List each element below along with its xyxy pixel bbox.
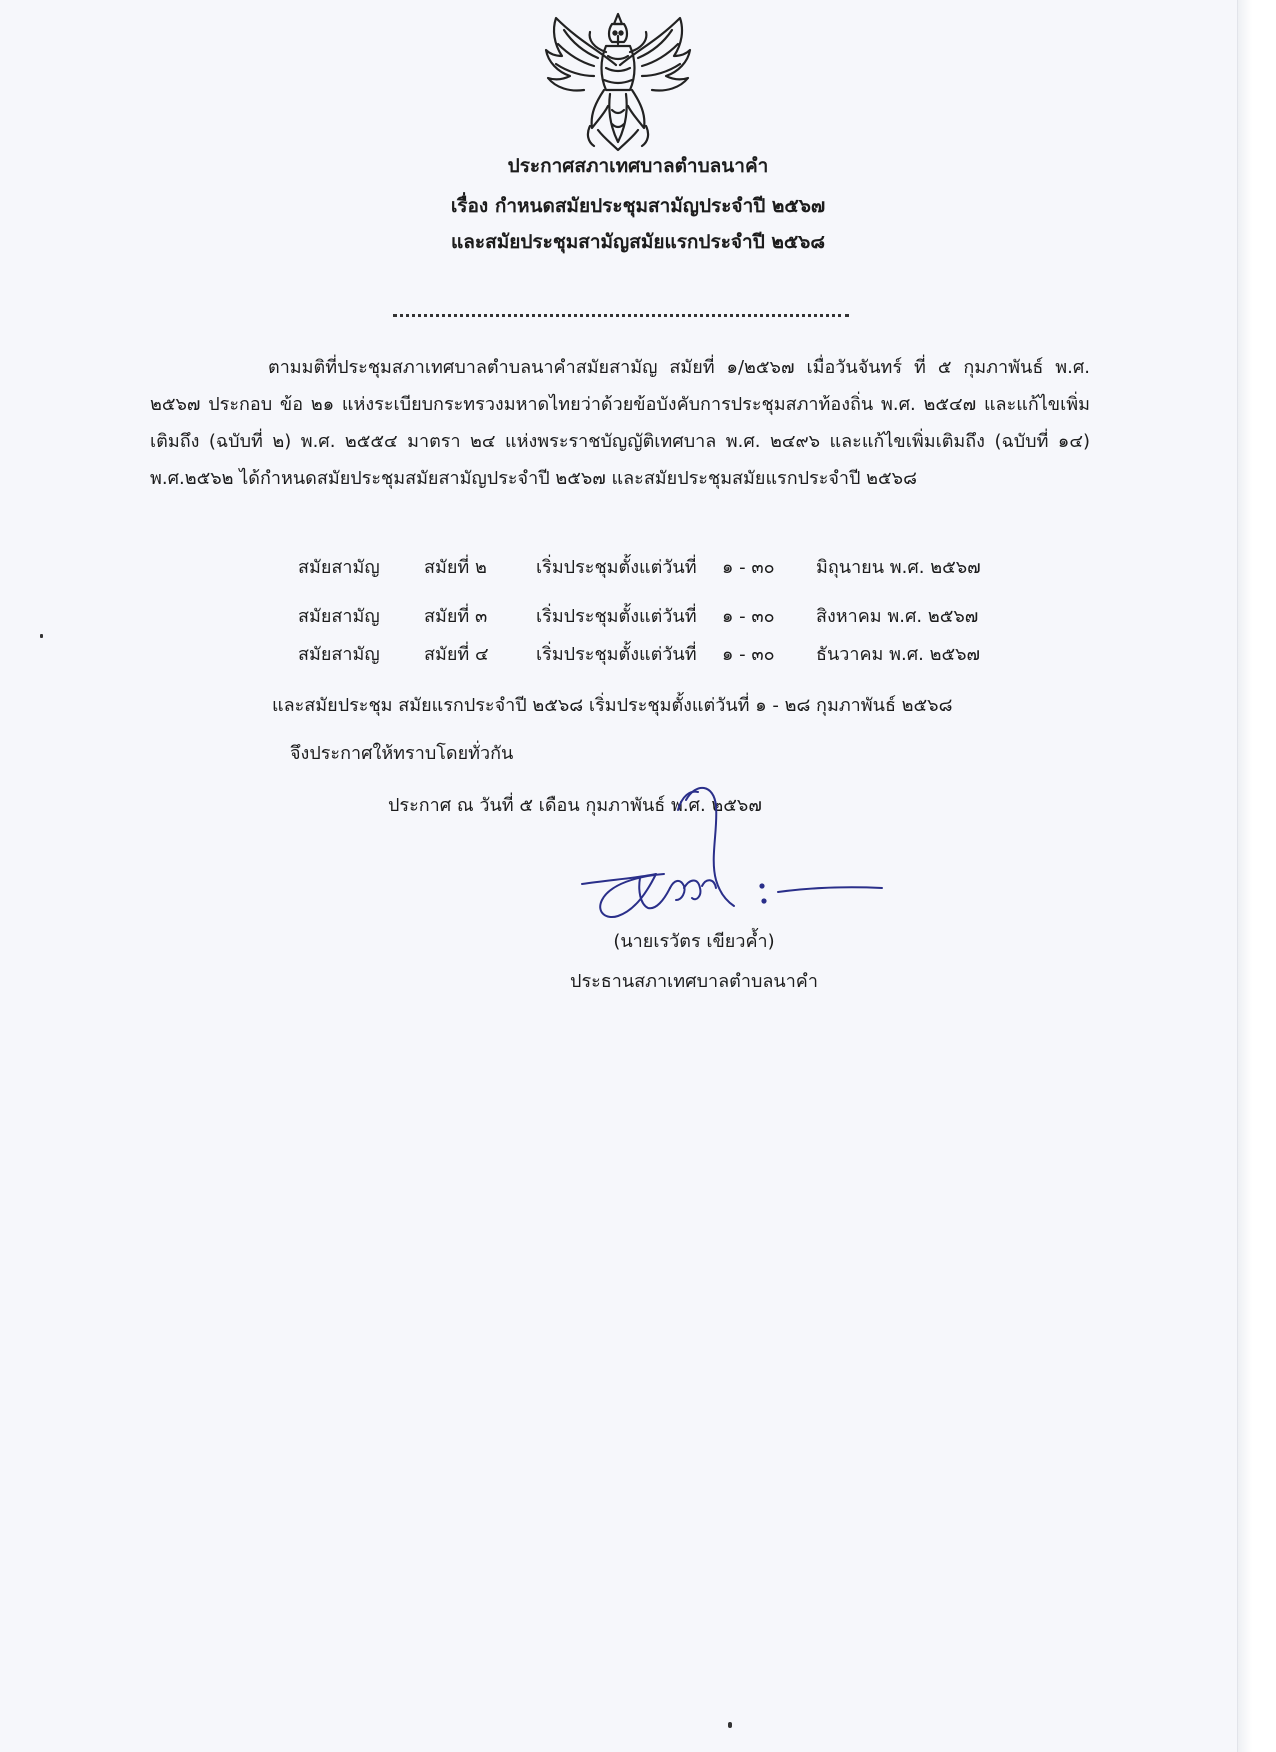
announcement-title: ประกาศสภาเทศบาลตำบลนาคำ [507,155,769,177]
signer-position: ประธานสภาเทศบาลตำบลนาคำ [570,971,818,992]
signature-image [578,770,898,930]
session-start-label: เริ่มประชุมตั้งแต่วันที่ [536,644,697,665]
scan-speck [40,634,43,638]
date-line: ประกาศ ณ วันที่ ๕ เดือน กุมภาพันธ์ พ.ศ. ๒๕๖๗ [388,795,762,816]
signer-name: (นายเรวัตร เขียวค้ำ) [613,931,775,952]
first-session-line: และสมัยประชุม สมัยแรกประจำปี ๒๕๖๘ เริ่มประชุมตั้งแต่วันที่ ๑ - ๒๘ กุมภาพันธ์ ๒๕๖๘ [272,695,953,716]
garuda-emblem-icon [538,10,698,155]
session-type: สมัยสามัญ [298,557,380,578]
session-type: สมัยสามัญ [298,606,380,627]
session-month: มิถุนายน พ.ศ. ๒๕๖๗ [816,557,981,578]
session-number: สมัยที่ ๓ [424,606,488,627]
session-date-range: ๑ - ๓๐ [722,557,775,578]
announce-line: จึงประกาศให้ทราบโดยทั่วกัน [290,743,514,764]
session-number: สมัยที่ ๔ [424,644,489,665]
session-start-label: เริ่มประชุมตั้งแต่วันที่ [536,606,697,627]
session-date-range: ๑ - ๓๐ [722,606,775,627]
session-type: สมัยสามัญ [298,644,380,665]
session-start-label: เริ่มประชุมตั้งแต่วันที่ [536,557,697,578]
session-month: ธันวาคม พ.ศ. ๒๕๖๗ [816,644,981,665]
announcement-subject: เรื่อง กำหนดสมัยประชุมสามัญประจำปี ๒๕๖๗ [450,195,826,217]
body-paragraph: ตามมติที่ประชุมสภาเทศบาลตำบลนาคำสมัยสามัญ สมัยที่ ๑/๒๕๖๗ เมื่อวันจันทร์ ที่ ๕ กุมภาพันธ์ พ.ศ. ๒๕๖๗ ประกอบ ข้อ ๒๑ แห่งระเบียบกระทรวงมหาดไทยว่าด้วยข้อบังคับการประชุมสภาท้องถิ่น พ.ศ. ๒๕๔๗ และแก้ไขเพิ่มเติมถึง (ฉบับที่ ๒) พ.ศ. ๒๕๕๔ มาตรา ๒๔ แห่งพระราชบัญญัติเทศบาล พ.ศ. ๒๔๙๖ และแก้ไขเพิ่มเติมถึง (ฉบับที่ ๑๔) พ.ศ.๒๕๖๒ ได้กำหนดสมัยประชุมสมัยสามัญประจำปี ๒๕๖๗ และสมัยประชุมสมัยแรกประจำปี ๒๕๖๘ [150,357,1090,489]
announcement-subject-continued: และสมัยประชุมสามัญสมัยแรกประจำปี ๒๕๖๘ [451,231,825,253]
session-number: สมัยที่ ๒ [424,557,487,578]
session-month: สิงหาคม พ.ศ. ๒๕๖๗ [816,606,979,627]
scan-speck [728,1722,732,1728]
dotted-divider [393,314,849,317]
page-edge [1237,0,1276,1752]
session-date-range: ๑ - ๓๐ [722,644,775,665]
